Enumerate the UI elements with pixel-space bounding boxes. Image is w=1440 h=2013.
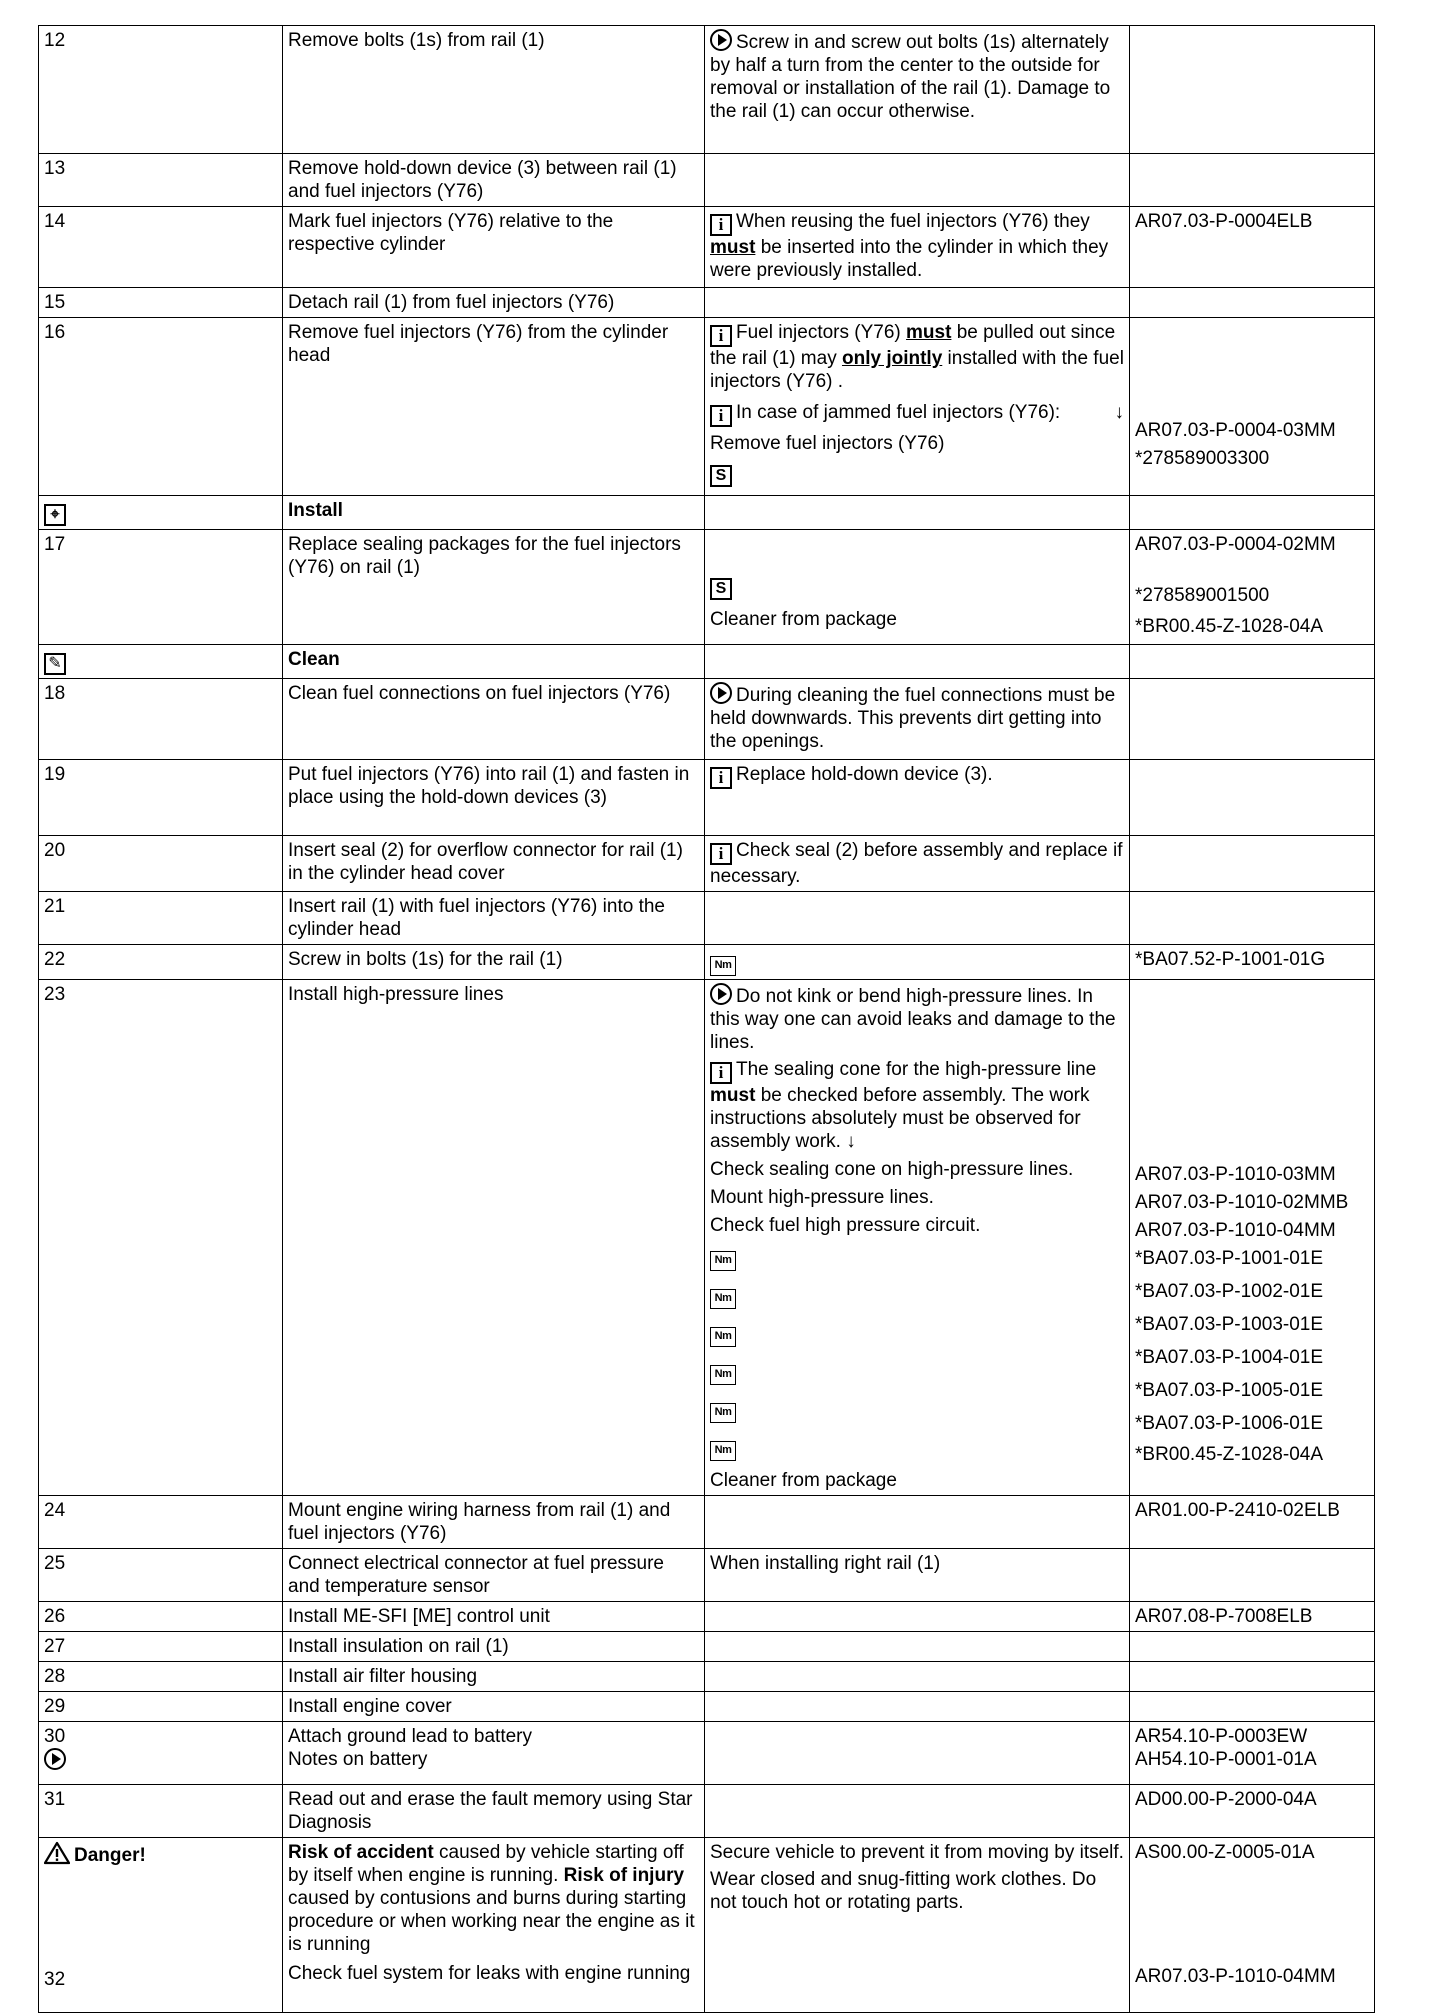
- table-row: [39, 945, 1375, 980]
- torque-nm-icon[interactable]: Nm: [710, 1403, 736, 1423]
- note-icon: [710, 682, 732, 704]
- step-note: Screw in and screw out bolts (1s) alternately by half a turn from the center to the outside for removal or installation of the rail (1). Damage to the rail (1) can occur otherwise.: [705, 26, 1130, 154]
- step-number: 21: [39, 892, 283, 945]
- step-note: [705, 1722, 1130, 1785]
- step-number: 15: [39, 288, 283, 318]
- step-number: 26: [39, 1602, 283, 1632]
- reference-link[interactable]: AR54.10-P-0003EW: [1135, 1726, 1308, 1747]
- table-row: [39, 760, 1375, 836]
- section-icon-cell: [39, 496, 283, 530]
- step-action: Risk of accident caused by vehicle starting off by itself when engine is running. Risk of injury caused by contusions and burns during starting procedure or when working near the engine as it is running Check fuel system for leaks with engine running: [283, 1838, 705, 2013]
- reference-link[interactable]: AH54.10-P-0001-01A: [1135, 1749, 1317, 1770]
- reference-link[interactable]: *BR00.45-Z-1028-04A: [1135, 616, 1323, 637]
- step-number: 23: [39, 980, 283, 1496]
- reference-link[interactable]: *BA07.03-P-1005-01E: [1135, 1380, 1324, 1401]
- table-row: [39, 530, 1375, 645]
- step-note: i Fuel injectors (Y76) must be pulled out since the rail (1) may only jointly installed with the fuel injectors (Y76) . i In case of jammed fuel injectors (Y76): ↓ Remove fuel injectors (Y76) S: [705, 318, 1130, 496]
- reference-link[interactable]: AR07.08-P-7008ELB: [1135, 1606, 1313, 1627]
- step-reference: [1130, 1838, 1375, 2013]
- table-row: [39, 980, 1375, 1496]
- step-action: Detach rail (1) from fuel injectors (Y76): [283, 288, 705, 318]
- step-note: i When reusing the fuel injectors (Y76) they must be inserted into the cylinder in which they were previously installed.: [705, 207, 1130, 288]
- table-row: [39, 1496, 1375, 1549]
- info-icon: i: [710, 767, 732, 789]
- step-note: [705, 530, 1130, 645]
- reference-link[interactable]: AR07.03-P-0004ELB: [1135, 211, 1313, 232]
- step-reference: [1130, 980, 1375, 1496]
- reference-link[interactable]: AR07.03-P-0004-03MM: [1135, 420, 1336, 441]
- step-reference: [1130, 1549, 1375, 1602]
- step-note: During cleaning the fuel connections must be held downwards. This prevents dirt getting into the openings.: [705, 679, 1130, 760]
- step-action: Read out and erase the fault memory using Star Diagnosis: [283, 1785, 705, 1838]
- step-reference: [1130, 496, 1375, 530]
- step-action: Connect electrical connector at fuel pressure and temperature sensor: [283, 1549, 705, 1602]
- torque-nm-icon[interactable]: Nm: [710, 1251, 736, 1271]
- emphasis-text: must: [710, 1085, 756, 1106]
- arrow-down-icon: ↓: [846, 1131, 856, 1152]
- step-note: When installing right rail (1): [705, 1549, 1130, 1602]
- table-row: [39, 836, 1375, 892]
- reference-link[interactable]: AR07.03-P-1010-03MM: [1135, 1164, 1336, 1185]
- step-action: Install insulation on rail (1): [283, 1632, 705, 1662]
- reference-link[interactable]: *BA07.03-P-1002-01E: [1135, 1281, 1324, 1302]
- step-number: 28: [39, 1662, 283, 1692]
- step-note: [705, 945, 1130, 980]
- danger-label-cell: [39, 1838, 283, 2013]
- info-icon: i: [710, 1062, 732, 1084]
- step-reference: [1130, 530, 1375, 645]
- step-number: 18: [39, 679, 283, 760]
- step-action: Install air filter housing: [283, 1662, 705, 1692]
- emphasis-text: must: [710, 237, 756, 258]
- step-action: Mount engine wiring harness from rail (1) and fuel injectors (Y76): [283, 1496, 705, 1549]
- procedure-steps-table: [38, 25, 1375, 2013]
- table-row: [39, 154, 1375, 207]
- step-reference: [1130, 679, 1375, 760]
- step-number: 12: [39, 26, 283, 154]
- step-number: 30: [39, 1722, 283, 1785]
- reference-link[interactable]: *BA07.03-P-1001-01E: [1135, 1248, 1324, 1269]
- table-row: [39, 1632, 1375, 1662]
- table-row: [39, 1722, 1375, 1785]
- danger-heading: Risk of accident: [288, 1842, 434, 1863]
- step-note: [705, 1662, 1130, 1692]
- reference-link[interactable]: AR07.03-P-0004-02MM: [1135, 534, 1336, 555]
- step-number: 17: [39, 530, 283, 645]
- reference-link[interactable]: AR07.03-P-1010-02MMB: [1135, 1192, 1349, 1213]
- step-action: Remove fuel injectors (Y76) from the cylinder head: [283, 318, 705, 496]
- step-number: 25: [39, 1549, 283, 1602]
- step-action: Install ME-SFI [ME] control unit: [283, 1602, 705, 1632]
- step-reference: [1130, 288, 1375, 318]
- step-number: 32: [44, 1969, 66, 1990]
- reference-link[interactable]: AS00.00-Z-0005-01A: [1135, 1842, 1315, 1863]
- step-note: [705, 1496, 1130, 1549]
- info-icon: i: [710, 843, 732, 865]
- step-number: 19: [39, 760, 283, 836]
- special-tool-icon: S: [710, 578, 732, 600]
- info-icon: i: [710, 325, 732, 347]
- table-row: [39, 26, 1375, 154]
- table-row: [39, 1549, 1375, 1602]
- step-note: Do not kink or bend high-pressure lines. In this way one can avoid leaks and damage to the lines. i The sealing cone for the high-pressure line must be checked before assembly. The work instructions absolutely must be observed for assembly work. ↓ Check sealing cone on high-pressure lines. Mount high-pressure lines. Check fuel high pressure circuit. Nm Nm Nm Nm Nm Nm Cleaner from package: [705, 980, 1130, 1496]
- step-action: Insert rail (1) with fuel injectors (Y76) into the cylinder head: [283, 892, 705, 945]
- step-number: 13: [39, 154, 283, 207]
- table-row: [39, 288, 1375, 318]
- torque-nm-icon[interactable]: Nm: [710, 956, 736, 976]
- step-note: i Replace hold-down device (3).: [705, 760, 1130, 836]
- step-note: [705, 1692, 1130, 1722]
- reference-link[interactable]: AR07.03-P-1010-04MM: [1135, 1966, 1336, 1987]
- step-action: Clean fuel connections on fuel injectors (Y76): [283, 679, 705, 760]
- step-reference: [1130, 1632, 1375, 1662]
- step-number: 27: [39, 1632, 283, 1662]
- section-row-clean: [39, 645, 1375, 679]
- step-reference: [1130, 892, 1375, 945]
- step-reference: [1130, 154, 1375, 207]
- install-section-icon: ⌖: [44, 504, 66, 526]
- step-note: [705, 892, 1130, 945]
- step-note: [705, 154, 1130, 207]
- table-row: [39, 679, 1375, 760]
- step-number: 20: [39, 836, 283, 892]
- step-number: 14: [39, 207, 283, 288]
- step-action: Install high-pressure lines: [283, 980, 705, 1496]
- reference-link[interactable]: AR01.00-P-2410-02ELB: [1135, 1500, 1340, 1521]
- step-action: Remove bolts (1s) from rail (1): [283, 26, 705, 154]
- step-number: 16: [39, 318, 283, 496]
- step-action: Attach ground lead to battery Notes on battery: [283, 1722, 705, 1785]
- step-note: [705, 496, 1130, 530]
- torque-nm-icon[interactable]: Nm: [710, 1365, 736, 1385]
- step-reference: [1130, 836, 1375, 892]
- sub-step-text: Cleaner from package: [710, 609, 897, 630]
- torque-nm-icon[interactable]: Nm: [710, 1289, 736, 1309]
- reference-link[interactable]: AD00.00-P-2000-04A: [1135, 1789, 1317, 1810]
- section-icon-cell: [39, 645, 283, 679]
- reference-link[interactable]: *BR00.45-Z-1028-04A: [1135, 1444, 1323, 1465]
- step-note: [705, 1602, 1130, 1632]
- danger-row: [39, 1838, 1375, 2013]
- sub-step-text: Remove fuel injectors (Y76): [710, 433, 945, 454]
- step-reference: [1130, 1785, 1375, 1838]
- step-reference: [1130, 1662, 1375, 1692]
- step-action: Screw in bolts (1s) for the rail (1): [283, 945, 705, 980]
- reference-link[interactable]: *BA07.03-P-1006-01E: [1135, 1413, 1324, 1434]
- emphasis-text: only jointly: [841, 348, 943, 369]
- step-action: Install engine cover: [283, 1692, 705, 1722]
- step-note: Secure vehicle to prevent it from moving by itself. Wear closed and snug-fitting work clothes. Do not touch hot or rotating parts.: [705, 1838, 1130, 2013]
- step-note: [705, 645, 1130, 679]
- table-row: [39, 318, 1375, 496]
- step-reference: [1130, 318, 1375, 496]
- step-number: 29: [39, 1692, 283, 1722]
- table-row: [39, 1785, 1375, 1838]
- step-note: [705, 1632, 1130, 1662]
- reference-link[interactable]: *BA07.03-P-1004-01E: [1135, 1347, 1324, 1368]
- sub-step-text: Mount high-pressure lines.: [710, 1187, 934, 1208]
- step-reference: [1130, 207, 1375, 288]
- table-row: [39, 1662, 1375, 1692]
- tool-part-number[interactable]: *278589003300: [1135, 448, 1270, 469]
- info-icon: i: [710, 405, 732, 427]
- clean-section-icon: ✎: [44, 653, 66, 675]
- step-reference: [1130, 760, 1375, 836]
- step-reference: [1130, 645, 1375, 679]
- repair-procedure-document: [38, 25, 1374, 2013]
- arrow-down-icon: ↓: [1114, 402, 1124, 423]
- table-row: [39, 1602, 1375, 1632]
- note-icon: [44, 1748, 66, 1770]
- info-icon: i: [710, 214, 732, 236]
- section-title: Install: [283, 496, 705, 530]
- reference-link[interactable]: AR07.03-P-1010-04MM: [1135, 1220, 1336, 1241]
- step-action: Remove hold-down device (3) between rail (1) and fuel injectors (Y76): [283, 154, 705, 207]
- step-action: Mark fuel injectors (Y76) relative to the respective cylinder: [283, 207, 705, 288]
- step-number: 22: [39, 945, 283, 980]
- special-tool-icon: S: [710, 465, 732, 487]
- step-action: Replace sealing packages for the fuel injectors (Y76) on rail (1): [283, 530, 705, 645]
- step-reference: [1130, 1496, 1375, 1549]
- sub-step-text: Notes on battery: [288, 1749, 428, 1770]
- danger-warning-icon: [44, 1841, 70, 1865]
- emphasis-text: must: [906, 322, 952, 343]
- danger-label: Danger!: [74, 1845, 146, 1866]
- step-action: Put fuel injectors (Y76) into rail (1) and fasten in place using the hold-down devices (3): [283, 760, 705, 836]
- reference-link[interactable]: *BA07.03-P-1003-01E: [1135, 1314, 1324, 1335]
- sub-step-text: Check sealing cone on high-pressure lines.: [710, 1159, 1074, 1180]
- section-title: Clean: [283, 645, 705, 679]
- step-number: 24: [39, 1496, 283, 1549]
- tool-part-number[interactable]: *278589001500: [1135, 585, 1270, 606]
- torque-nm-icon[interactable]: Nm: [710, 1441, 736, 1461]
- sub-step-text: Cleaner from package: [710, 1470, 897, 1491]
- reference-link[interactable]: *BA07.52-P-1001-01G: [1135, 949, 1326, 970]
- step-action: Insert seal (2) for overflow connector for rail (1) in the cylinder head cover: [283, 836, 705, 892]
- danger-heading: Risk of injury: [563, 1865, 685, 1886]
- table-row: [39, 892, 1375, 945]
- step-reference: [1130, 1692, 1375, 1722]
- note-icon: [710, 983, 732, 1005]
- torque-nm-icon[interactable]: Nm: [710, 1327, 736, 1347]
- step-reference: [1130, 26, 1375, 154]
- table-row: [39, 1692, 1375, 1722]
- step-reference: [1130, 1602, 1375, 1632]
- step-note: [705, 1785, 1130, 1838]
- step-reference: [1130, 1722, 1375, 1785]
- step-reference: [1130, 945, 1375, 980]
- step-note: i Check seal (2) before assembly and replace if necessary.: [705, 836, 1130, 892]
- note-icon: [710, 29, 732, 51]
- step-number: 31: [39, 1785, 283, 1838]
- sub-step-text: Check fuel high pressure circuit.: [710, 1215, 981, 1236]
- table-row: [39, 207, 1375, 288]
- section-row-install: [39, 496, 1375, 530]
- step-note: [705, 288, 1130, 318]
